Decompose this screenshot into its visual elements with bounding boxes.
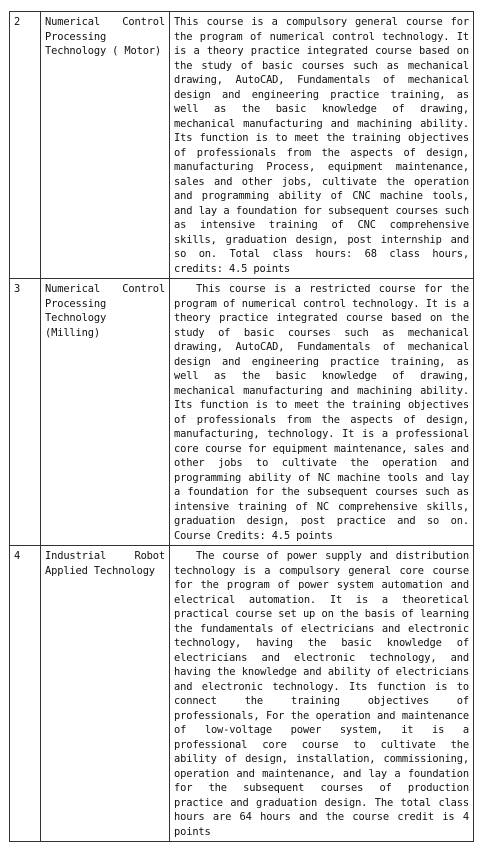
course-description: This course is a restricted course for the program of numerical control technology. It is a theory practice integrated course based on the study of basic courses such as mechanical drawing, AutoCAD, Fundamentals of mechanical design and engineering practice training, as well as the basic knowledge of drawing, mechanical manufacturing and machining ability. Its function is to meet the training objectives of professionals from the aspects of design, manufacturing, technology. It is a professional core course for equipment maintenance, sales and other jobs to cultivate the operation and programming ability of NC machine tools and lay a foundation for the subsequent courses such as intensive training of NC comprehensive skills, graduation design, post practice and so on. Course Credits: 4.5 points [170, 279, 474, 546]
row-number: 2 [10, 12, 41, 279]
course-name: Numerical Control Processing Technology ( Motor) [41, 12, 170, 279]
table-row [10, 12, 474, 279]
table-row [10, 546, 474, 842]
course-description: The course of power supply and distribution technology is a compulsory general core course for the program of power system automation and electrical automation. It is a theoretical practical course set up on the basis of learning the fundamentals of electricians and electronic technology, having the basic knowledge of electricians and electronic technology, and having the knowledge and ability of electricians and electronic technology. Its function is to connect the training objectives of professionals, For the operation and maintenance of low-voltage power system, it is a professional core course to cultivate the ability of design, installation, commissioning, operation and maintenance, and lay a foundation for the subsequent courses of production practice and graduation design. The total class hours are 64 hours and the course credit is 4 points [170, 546, 474, 842]
row-number: 3 [10, 279, 41, 546]
course-description: This course is a compulsory general course for the program of numerical control technology. It is a theory practice integrated course based on the study of basic courses such as mechanical drawing, AutoCAD, Fundamentals of mechanical design and engineering practice training, as well as the basic knowledge of drawing, mechanical manufacturing and machining ability. Its function is to meet the training objectives of professionals from the aspects of design, manufacturing Process, equipment maintenance, sales and other jobs, cultivate the operation and programming ability of CNC machine tools, and lay a foundation for subsequent courses such as intensive training of CNC comprehensive skills, graduation design, post internship and so on. Total class hours: 68 class hours, credits: 4.5 points [170, 12, 474, 279]
course-name: Industrial Robot Applied Technology [41, 546, 170, 842]
table-row [10, 279, 474, 546]
course-table [9, 11, 474, 842]
row-number: 4 [10, 546, 41, 842]
course-name: Numerical Control Processing Technology (Milling) [41, 279, 170, 546]
